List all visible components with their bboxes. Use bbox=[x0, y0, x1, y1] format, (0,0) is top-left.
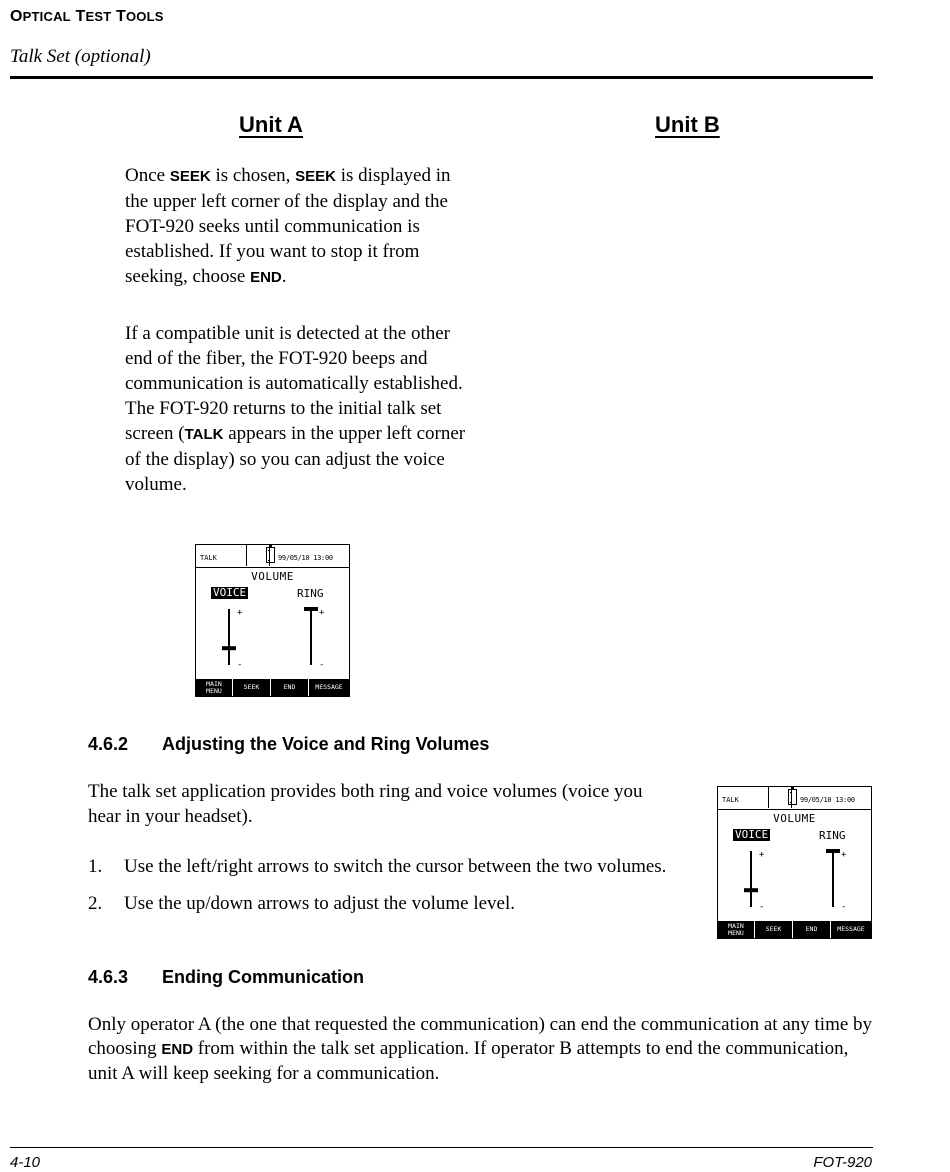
ring-slider-knob bbox=[304, 607, 318, 611]
voice-slider-plus: + bbox=[237, 608, 243, 618]
ring-slider-plus: + bbox=[319, 608, 325, 618]
section-number: 4.6.3 bbox=[88, 967, 129, 987]
section-title: Ending Communication bbox=[162, 967, 364, 987]
section-4-6-2-heading bbox=[88, 734, 489, 755]
header-title-word1: PTICAL bbox=[22, 9, 71, 24]
header-title-initial3: T bbox=[116, 8, 126, 25]
volume-title: VOLUME bbox=[773, 812, 816, 825]
header-title-initial: O bbox=[10, 8, 23, 25]
softkey-main-menu: MAIN MENU bbox=[728, 921, 744, 937]
datetime: 99/05/10 13:00 bbox=[800, 796, 855, 804]
list-item bbox=[88, 891, 703, 916]
keyword: SEEK bbox=[169, 168, 211, 185]
mode-indicator: TALK bbox=[200, 554, 217, 562]
keyword: SEEK bbox=[295, 168, 336, 185]
softkey-seek: SEEK bbox=[232, 679, 270, 696]
device-screen-talk-2 bbox=[717, 786, 872, 939]
voice-slider-minus: - bbox=[237, 660, 243, 670]
header-rule bbox=[10, 76, 873, 79]
header-title-word2: EST bbox=[85, 9, 112, 24]
device-screen-talk-1 bbox=[195, 544, 350, 697]
voice-slider-minus: - bbox=[759, 902, 765, 912]
step-number: 1. bbox=[88, 856, 103, 877]
header-title-initial2: T bbox=[75, 8, 86, 25]
mode-indicator: TALK bbox=[722, 796, 739, 804]
softkey-seek: SEEK bbox=[754, 921, 792, 938]
voice-slider-plus: + bbox=[759, 850, 765, 860]
step-text: Use the up/down arrows to adjust the volume level. bbox=[124, 893, 516, 914]
section-title: Adjusting the Voice and Ring Volumes bbox=[162, 734, 490, 754]
voice-slider-knob bbox=[222, 646, 236, 650]
step-number: 2. bbox=[88, 893, 103, 914]
softkey-message: MESSAGE bbox=[308, 679, 349, 696]
softkey-bar bbox=[196, 679, 349, 696]
volume-sliders bbox=[196, 545, 350, 697]
volume-title: VOLUME bbox=[251, 570, 294, 583]
ring-slider-minus: - bbox=[841, 902, 847, 912]
section-4-6-3-body: Only operator A (the one that requested the communication) can end the communication at any time by choosing END from within the talk set application. If operator B attempts to end the communication, unit A will keep seeking for a communication. bbox=[88, 1014, 873, 1084]
section-4-6-3-heading bbox=[88, 967, 364, 988]
softkey-bar bbox=[718, 921, 871, 938]
running-header bbox=[10, 8, 164, 26]
softkey-end: END bbox=[270, 679, 308, 696]
ring-slider-knob bbox=[826, 849, 840, 853]
section-number: 4.6.2 bbox=[88, 734, 129, 754]
unit-b-heading: Unit B bbox=[655, 112, 720, 137]
volume-sliders bbox=[718, 787, 872, 939]
header-title-word3: OOLS bbox=[125, 9, 164, 24]
page-number: 4-10 bbox=[10, 1154, 41, 1171]
unit-a-paragraph-1: Once SEEK is chosen, SEEK is displayed in the upper left corner of the display and the FOT-920 seeks until communication is established. If you want to stop it from seeking, choose END. bbox=[125, 165, 451, 287]
keyword: TALK bbox=[184, 426, 224, 443]
unit-a-paragraph-2: If a compatible unit is detected at the other end of the fiber, the FOT-920 beeps and communication is automatically established. The FOT-920 returns to the initial talk set screen (TALK appears in the upper left corner of the display) so you can adjust the voice volume. bbox=[125, 323, 466, 495]
keyword: END bbox=[250, 269, 282, 286]
softkey-message: MESSAGE bbox=[830, 921, 871, 938]
section-subtitle: Talk Set (optional) bbox=[10, 46, 151, 67]
footer-rule bbox=[10, 1147, 873, 1148]
ring-label: RING bbox=[297, 587, 324, 600]
voice-label: VOICE bbox=[735, 828, 769, 841]
softkey-end: END bbox=[792, 921, 830, 938]
datetime: 99/05/10 13:00 bbox=[278, 554, 333, 562]
softkey-main-menu: MAIN MENU bbox=[206, 679, 222, 695]
product-name: FOT-920 bbox=[813, 1154, 872, 1171]
voice-label: VOICE bbox=[213, 586, 247, 599]
ring-slider-minus: - bbox=[319, 660, 325, 670]
unit-a-heading: Unit A bbox=[239, 112, 303, 137]
steps-list bbox=[88, 854, 703, 928]
ring-label: RING bbox=[819, 829, 846, 842]
ring-slider-plus: + bbox=[841, 850, 847, 860]
list-item bbox=[88, 854, 703, 879]
voice-slider-knob bbox=[744, 888, 758, 892]
keyword: END bbox=[161, 1041, 194, 1058]
section-4-6-2-intro: The talk set application provides both ring and voice volumes (voice you hear in your headset). bbox=[88, 781, 643, 827]
step-text: Use the left/right arrows to switch the cursor between the two volumes. bbox=[124, 856, 667, 877]
